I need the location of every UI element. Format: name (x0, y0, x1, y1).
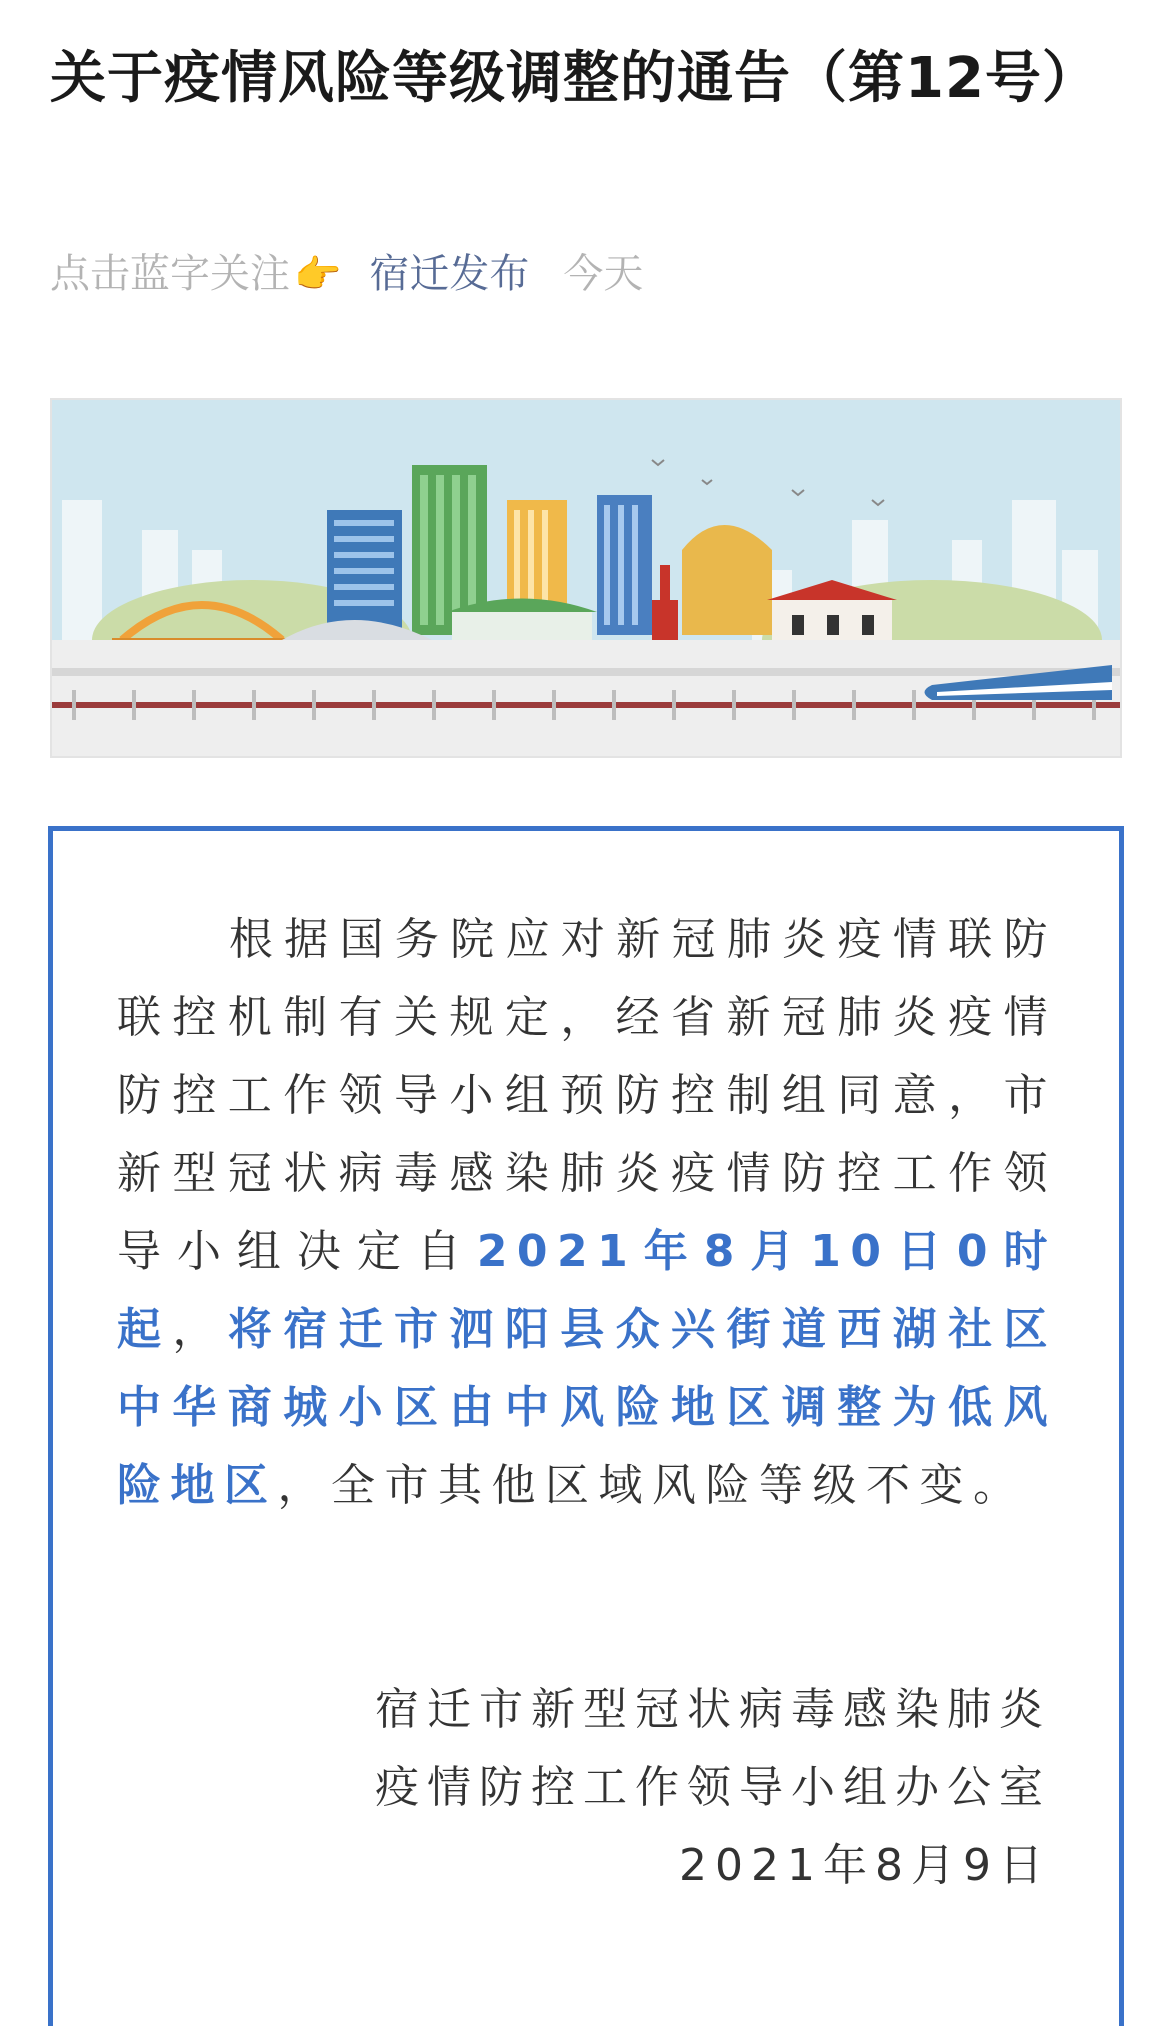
notice-closing-text: ，全市其他区域风险等级不变。 (277, 1460, 1027, 1511)
follow-prompt[interactable]: 点击蓝字关注 (50, 251, 290, 297)
account-name-link[interactable]: 宿迁发布 (369, 251, 530, 297)
article-title: 关于疫情风险等级调整的通告（第12号） (50, 46, 1099, 111)
city-skyline-banner (50, 398, 1122, 758)
signature-date: 2021年8月9日 (679, 1840, 1051, 1891)
publish-date: 今天 (563, 251, 644, 297)
effective-date-highlight: 2021年8月10日0时起 (117, 1226, 1058, 1355)
pointing-hand-icon: 👉 (294, 252, 342, 296)
article-meta (50, 244, 643, 304)
notice-body (117, 901, 1057, 1525)
comma-text: ， (172, 1304, 228, 1355)
signature-block (375, 1671, 1051, 1905)
notice-box (48, 826, 1124, 2026)
notice-intro-text: 根据国务院应对新冠肺炎疫情联防联控机制有关规定，经省新冠肺炎疫情防控工作领导小组预防控制组同意，市新型冠状病毒感染肺炎疫情防控工作领导小组决定自 (117, 914, 1057, 1277)
signature-line-2: 疫情防控工作领导小组办公室 (375, 1762, 1051, 1813)
area-adjustment-highlight: 将宿迁市泗阳县众兴街道西湖社区中华商城小区由中风险地区调整为低风险地区 (117, 1304, 1057, 1511)
signature-line-1: 宿迁市新型冠状病毒感染肺炎 (375, 1684, 1051, 1735)
